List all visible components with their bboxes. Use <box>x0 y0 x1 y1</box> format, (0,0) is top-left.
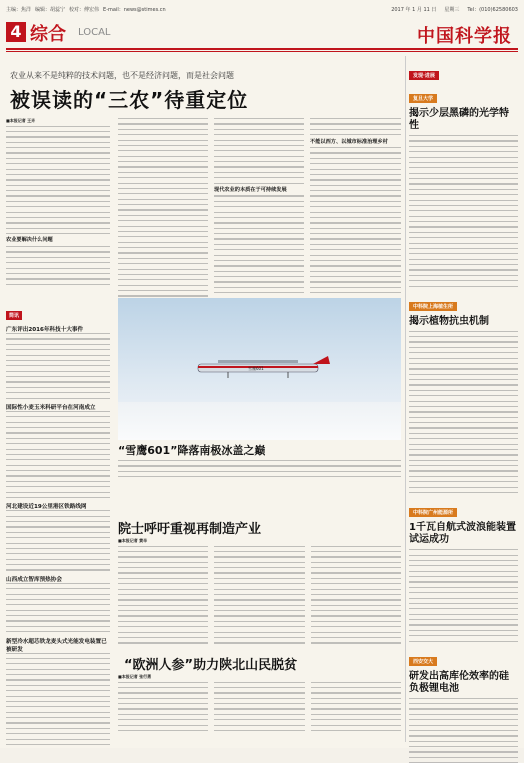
aircraft-label: 雪鹰601 <box>248 366 264 371</box>
article2-byline: ■本报记者 黄辛 <box>118 538 148 543</box>
masthead-rule <box>6 48 518 50</box>
top-info-bar <box>6 4 518 14</box>
text-block <box>311 546 401 648</box>
sidebar-tag: 中科院上海植生所 <box>409 302 457 311</box>
article3-columns <box>118 682 401 736</box>
aircraft-photo <box>118 298 401 440</box>
lead-kicker: 农业从来不是纯粹的技术问题，也不是经济问题，而是社会问题 <box>10 71 234 80</box>
sidebar-title: 揭示少层黑磷的光学特性 <box>409 108 509 131</box>
article3-byline: ■本报记者 张行勇 <box>118 674 152 679</box>
editor-credit: 校对：傅宏伟 <box>69 6 100 13</box>
text-block <box>409 549 518 642</box>
lead-subhead: 不能以西方、以城市标准治理乡村 <box>310 138 388 145</box>
photo-caption: “雪鹰601”降落南极冰盖之巅 <box>118 444 266 457</box>
sidebar-tag: 中科院广州能源所 <box>409 508 457 517</box>
text-block <box>310 118 401 135</box>
text-block <box>6 583 110 633</box>
text-block <box>6 126 110 235</box>
text-block <box>214 682 304 736</box>
article3-body <box>118 674 401 740</box>
text-block <box>118 460 401 477</box>
lead-column-1 <box>6 118 110 298</box>
sidebar-title: 1千瓦自航式波浪能装置试运成功 <box>409 522 516 546</box>
article2-headline: 院士呼吁重视再制造产业 <box>118 522 262 537</box>
text-block <box>214 546 304 648</box>
article2-body <box>118 538 401 650</box>
masthead-rule-thin <box>6 51 518 52</box>
text-block <box>214 118 304 184</box>
lead-byline: ■本报记者 王卉 <box>6 118 36 123</box>
text-block <box>118 546 208 648</box>
brief-title: 河北建设近19公里港区铁路线网 <box>6 504 87 511</box>
text-block <box>409 135 518 287</box>
text-block <box>409 698 518 763</box>
contact-tel: Tel：(010)62580603 <box>467 6 518 13</box>
article2-columns <box>118 546 401 648</box>
brief-title: 国际性小麦玉米科研平台在河南成立 <box>6 404 96 411</box>
sidebar-title: 研发出高库伦效率的硅负极锂电池 <box>409 670 509 694</box>
sidebar-title: 揭示植物抗虫机制 <box>409 315 489 327</box>
text-block <box>409 331 518 493</box>
brief-title: 新型冷水超芯铁龙麦头式光能发电装置已被研发 <box>6 638 107 653</box>
newspaper-logo: 中国科学报 <box>417 26 512 47</box>
sidebar <box>405 56 518 742</box>
text-block <box>311 682 401 736</box>
sidebar-section-tag: 复旦大学 <box>409 94 437 103</box>
article3-headline: “欧洲人参”助力陕北山民脱贫 <box>124 658 298 673</box>
photo-description <box>118 460 401 482</box>
lead-headline: 被误读的“三农”待重定位 <box>10 88 249 112</box>
editor-credit: 主编：焦洋 <box>6 6 32 13</box>
brief-title: 山西成立智库预热协会 <box>6 576 62 583</box>
sidebar-block <box>409 499 518 642</box>
main-column-area <box>6 56 401 742</box>
issue-weekday: 星期三 <box>444 6 460 13</box>
editor-credits <box>6 6 166 13</box>
section-number: 4 <box>6 22 26 42</box>
text-block <box>6 510 110 570</box>
sidebar-block <box>409 62 518 287</box>
text-block <box>6 333 110 399</box>
section-name-en: LOCAL <box>78 27 111 38</box>
editor-credit: 编辑：胡蕊宁 <box>35 6 66 13</box>
text-block <box>6 246 110 285</box>
text-block <box>118 682 208 736</box>
section-name: 综合 <box>30 24 66 45</box>
text-block <box>6 653 110 746</box>
briefs-column <box>6 302 110 749</box>
ice-ground <box>118 402 401 440</box>
sidebar-block <box>409 648 518 763</box>
editor-credit: E-mail：news@stimes.cn <box>103 6 166 13</box>
lead-subhead: 现代农业的本质在于可持续发展 <box>214 186 287 193</box>
brief-title: 广东评出2016年科技十大事件 <box>6 327 84 333</box>
lead-subhead: 农业要解决什么问题 <box>6 237 53 244</box>
text-block <box>6 411 110 498</box>
issue-date: 2017 年 1 月 11 日 <box>391 6 437 13</box>
sidebar-block <box>409 293 518 493</box>
sidebar-tag: 发现·进展 <box>409 71 439 80</box>
sidebar-tag: 西安交大 <box>409 657 437 666</box>
aircraft-icon <box>188 354 338 380</box>
briefs-tag: 简讯 <box>6 311 22 320</box>
